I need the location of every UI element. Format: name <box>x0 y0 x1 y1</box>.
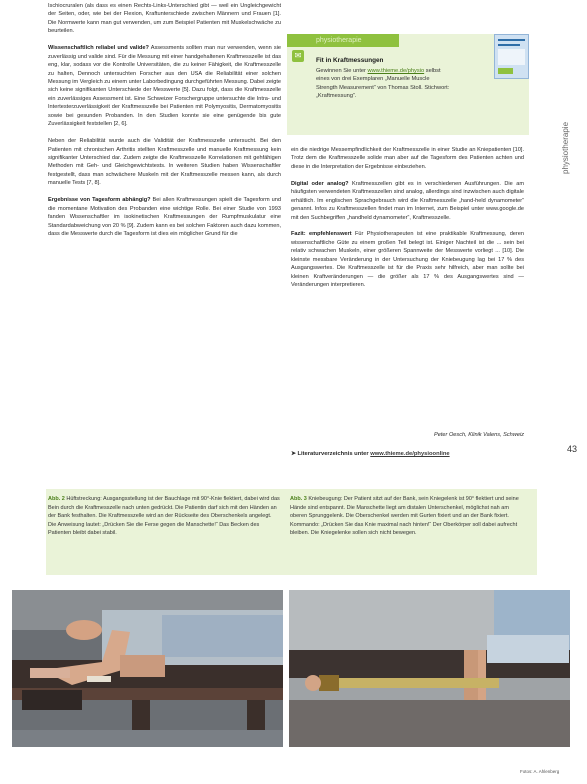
infobox-tab-label: physiotherapie <box>316 37 362 44</box>
references-url[interactable]: www.thieme.de/physioonline <box>370 451 450 457</box>
paragraph: Ischiocruralen (als dass es einen Rechts-Links-Unterschied gibt — weil ein Ungleichgewicht der Seiten, oder, wie bei der Flexion, Kraftunterschiede zwischen Männern und Frauen [1]. Die Normwerte kann man gut verwenden, um zum Beispiel Patienten mit Muskelschwäche zu beurteilen. <box>48 3 281 35</box>
caption-text: Kniebeugung: Der Patient sitzt auf der Bank, sein Kniegelenk ist 90° flektiert und seine Hände sind entspannt. Die Manschette liegt am distalen Unterschenkel, möglichst nah am oberen Sprunggelenk. Die Oberschenkel werden mit Gurten fixiert und an der Bank fixiert. Kommando: „Drücken Sie das Knie maximal nach hinten!“ Der Oberkörper soll dabei aufrecht bleiben. Die Kniegelenke sollen sich nicht bewegen. <box>290 496 519 537</box>
figure-caption-2 <box>46 489 295 575</box>
paragraph-heading: Ergebnisse von Tagesform abhängig? <box>48 197 151 204</box>
paragraph: Fazit: empfehlenswert Für Physiotherapeuten ist eine praktikable Kraftmessung, deren wissenschaftliche Güte zu einem großen Teil belegt ist. Einiger Nachteil ist die ... sein bei relativ schwachen Muskeln, einer größeren Spannweite der Messwerte vorliegt ... [10]. Die kleinste messbare Veränderung in der Untersuchung der Kniebeugung lag bei 17 % des Ausgangswertes. Die Kraftmesszelle ist für die Praxis sehr hilfreich, aber man sollte bei kleinen Kraftveränderungen — die größer als 17 % des Ausgangswertes sind — Veränderungen interpretieren. <box>291 231 524 289</box>
caption-label: Abb. 2 <box>48 496 65 502</box>
knee-flexion-photo <box>289 590 570 747</box>
section-side-label: physiotherapie <box>561 121 570 174</box>
paragraph-heading: Digital oder analog? <box>291 180 349 187</box>
giveaway-infobox <box>287 34 529 135</box>
figure-caption-3 <box>288 489 537 575</box>
references-link: ➤ Literaturverzeichnis unter www.thieme.de/physioonline <box>291 451 450 457</box>
paragraph-heading: Wissenschaftlich reliabel und valide? <box>48 45 149 52</box>
caption-text: Hüftstreckung: Ausgangsstellung ist der Bauchlage mit 90°-Knie flektiert, dabei wird das Bein durch die Kraftmesszelle nach unten gedrückt. Die Patientin darf sich mit den Händen an der Bank festhalten. Die Kraftmesszelle wird an der Rückseite des Oberschenkels angelegt. Die Anweisung lautet: „Drücken Sie die Ferse gegen die Manschette!“ Das Becken des Patienten bleibt dabei stabil. <box>48 496 280 537</box>
paragraph: Wissenschaftlich reliabel und valide? Assessments sollten man nur verwenden, wenn sie zuverlässig und valide sind. Für die Messung mit einer handgehaltenen Kraftmesszelle ist das eng, klar, sodass vor die Kontrolle Universitäten, die zu keiner Fähigkeit, die Kraftmesszelle zu halten, Dennoch untersuchten Forscher aus den USA die Reliabilität einer solchen Messung im Vergleich zu einem unter Laborbedingung durchgeführten Messung. Dabei zeigte sich keine signifikanten Unterschiede der Messwerte [5]. Dazu folgt, dass die Kraftmesszelle ein zuverlässiges Assessment ist. Eine Schweizer Forschergruppe untersuchte die Intra- und Intertesterzuverlässigkeit der Kraftmesszelle bei Patienten mit Polymyositis, Dermatomyositis sowie bei gesunden Probanden. In den Studien konnte sie eine genügende bis gute Zuverlässigkeit feststellen [2, 6]. <box>48 45 281 128</box>
paragraph: Digital oder analog? Kraftmesszellen gibt es in verschiedenen Ausführungen. Die am häufigsten verwendeten Kraftmesszellen sind analog, allerdings sind inzwischen auch digitale erhältlich. Im englischen Sprachgebrauch wird die Kraftmesszelle „hand-held dynamometer“ genannt. Infos zu Kraftmesszellen findet man im Internet, zum Beispiel unter www.google.de mit den Suchbegriffen „handheld dynamometer“, Kraftmesszelle. <box>291 180 524 221</box>
infobox-body: Gewinnen Sie unter www.thieme.de/physio selbst eines von drei Exemplaren „Manuelle Muscle Strength Measurement“ von Thomas Stoll. Stichwort: „Kraftmessung“. <box>316 68 450 100</box>
hip-extension-photo <box>12 590 283 747</box>
infobox-content <box>316 57 451 101</box>
paragraph: Ergebnisse von Tagesform abhängig? Bei allen Kraftmessungen spielt die Tagesform und die momentane Motivation des Probanden eine wichtige Rolle. Bei einer Studie von 1993 fanden Wissenschaftler im isokinetischen Kraftmessungen der Rumpfmuskulatur eine Standardabweichung von 20 % [9]. Zudem kann es bei solchen Faktoren auch dazu kommen, dass die Messwerte durch die Tagesform ist dies ein möglicher Grund für die <box>48 197 281 238</box>
infobox-link[interactable]: www.thieme.de/physio <box>367 68 425 74</box>
infobox-heading: Fit in Kraftmessungen <box>316 57 384 64</box>
left-text-column <box>48 2 281 239</box>
author-signature: Peter Oesch, Klinik Valens, Schweiz <box>434 432 524 438</box>
caption-label: Abb. 3 <box>290 496 307 502</box>
page-number: 43 <box>567 444 578 454</box>
photo-credit: Fotos: A. Ahlenberg <box>520 769 560 774</box>
infobox-tab <box>287 34 399 47</box>
right-text-column <box>291 146 524 457</box>
paragraph-heading: Fazit: empfehlenswert <box>291 231 352 238</box>
paragraph: ein die niedrige Messempfindlichkeit der Kraftmesszelle in einer Studie an Kniepatienten [10]. Trotz dem die Kraftmesszelle solide man aber auf die Tagesform des Patienten achten und diese in die Interpretation der Ergebnisse einbeziehen. <box>291 147 524 170</box>
book-cover-image <box>494 34 529 79</box>
gift-icon: ✉ <box>292 50 304 62</box>
paragraph: Neben der Reliabilität wurde auch die Validität der Kraftmesszelle untersucht. Bei den Patienten mit chronischen Arthritis stellten Kraftmesszelle und manuelle Kraftmessung kein signifikanter Unterschied dar. Zudem zeigte die Kraftmesszelle Korrelationen mit gehfähigen Methoden mit Geh- und Gleichgewichtstests. In weiteren Studien haben Wissenschaftler festgestellt, dass man schwächere Muskeln mit der Kraftmesszelle messen kann, als durch manuelle Tests [7, 8]. <box>48 138 281 187</box>
